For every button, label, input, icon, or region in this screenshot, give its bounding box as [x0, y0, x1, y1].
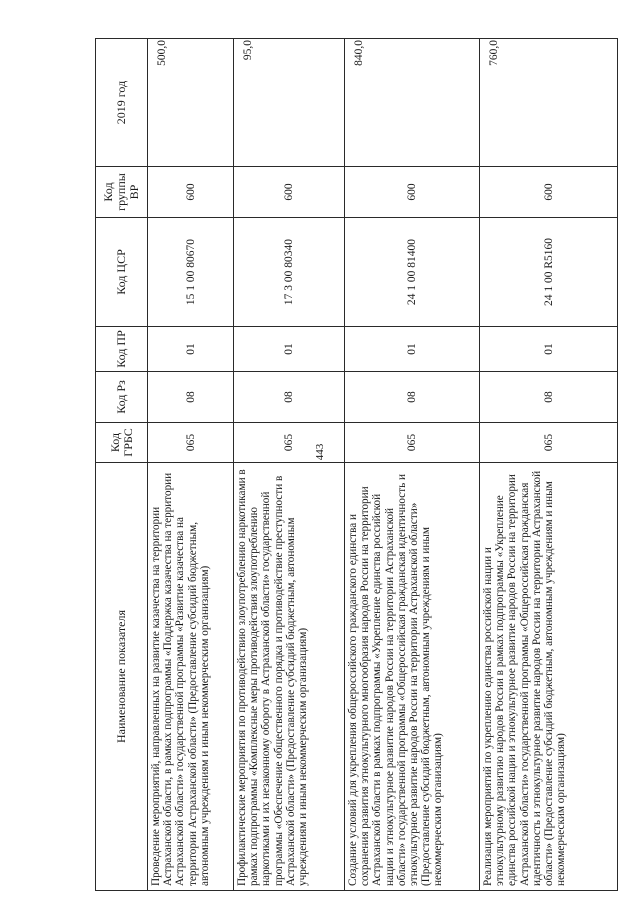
row-grbs: 065 — [234, 423, 345, 463]
row-vr: 600 — [480, 167, 618, 218]
row-csr: 17 3 00 80340 — [234, 218, 345, 327]
row-name: Создание условий для укрепления общероссийского гражданского единства и сохранения развития этнокультурного многообразия народов России на территории Астраханской области в рамках подпрограммы «Укрепление единства российской нации и этнокультурное развитие народов России на территории Астраханской области» государственной программы «Общероссийская гражданская идентичность и этнокультурное развитие народов России на территории Астраханской области» (Предоставление субсидий бюджетным, автономным учреждениям и иным некоммерческим организациям) — [345, 463, 480, 891]
header-name: Наименование показателя — [96, 463, 148, 891]
table-row — [234, 39, 345, 891]
row-vr: 600 — [234, 167, 345, 218]
row-csr: 24 1 00 R5160 — [480, 218, 618, 327]
row-csr: 15 1 00 80670 — [148, 218, 234, 327]
header-pr: Код ПР — [96, 327, 148, 372]
row-csr: 24 1 00 81400 — [345, 218, 480, 327]
header-grbs: Код ГРБС — [96, 423, 148, 463]
row-name: Профилактические мероприятия по противодействию злоупотреблению наркотиками в рамках подпрограммы «Комплексные меры противодействия злоупотреблению наркотиками и их незаконному обороту в Астраханской области» государственной программы «Обеспечение общественного порядка и противодействие преступности в Астраханской области» (Предоставление субсидий бюджетным, автономным учреждениям и иным некоммерческим организациям) — [234, 463, 345, 891]
row-grbs: 065 — [345, 423, 480, 463]
header-vr: Код группы ВР — [96, 167, 148, 218]
row-pr: 01 — [148, 327, 234, 372]
row-pr: 01 — [480, 327, 618, 372]
row-name: Реализация мероприятий по укреплению единства российской нации и этнокультурному развитию народов России в рамках подпрограммы «Укрепление единства российской нации и этнокультурное развитие народов России на территории Астраханской области» государственной программы «Общероссийская гражданская идентичность и этнокультурное развитие народов России на территории Астраханской области» (Предоставление субсидий бюджетным, автономным учреждениям и иным некоммерческим организациям) — [480, 463, 618, 891]
row-amount: 760,0 — [480, 39, 618, 167]
page-number: 443 — [314, 443, 326, 461]
row-rz: 08 — [234, 372, 345, 423]
table-row — [345, 39, 480, 891]
row-grbs: 065 — [480, 423, 618, 463]
row-vr: 600 — [345, 167, 480, 218]
row-pr: 01 — [234, 327, 345, 372]
row-rz: 08 — [480, 372, 618, 423]
header-rz: Код Рз — [96, 372, 148, 423]
row-rz: 08 — [148, 372, 234, 423]
row-amount: 500,0 — [148, 39, 234, 167]
row-pr: 01 — [345, 327, 480, 372]
table-row — [148, 39, 234, 891]
table-header-row — [96, 39, 148, 891]
budget-table — [95, 38, 618, 891]
header-year: 2019 год — [96, 39, 148, 167]
row-vr: 600 — [148, 167, 234, 218]
row-grbs: 065 — [148, 423, 234, 463]
rotated-table-wrapper — [95, 39, 568, 891]
row-name: Проведение мероприятий, направленных на развитие казачества на территории Астраханской области, в рамках подпрограммы «Поддержка казачества на территории Астраханской области» государственной программы «Развитие казачества на территории Астраханской области» (Предоставление субсидий бюджетным, автономным учреждениям и иным некоммерческим организациям) — [148, 463, 234, 891]
table-row — [480, 39, 618, 891]
row-amount: 95,0 — [234, 39, 345, 167]
row-rz: 08 — [345, 372, 480, 423]
row-amount: 840,0 — [345, 39, 480, 167]
header-csr: Код ЦСР — [96, 218, 148, 327]
